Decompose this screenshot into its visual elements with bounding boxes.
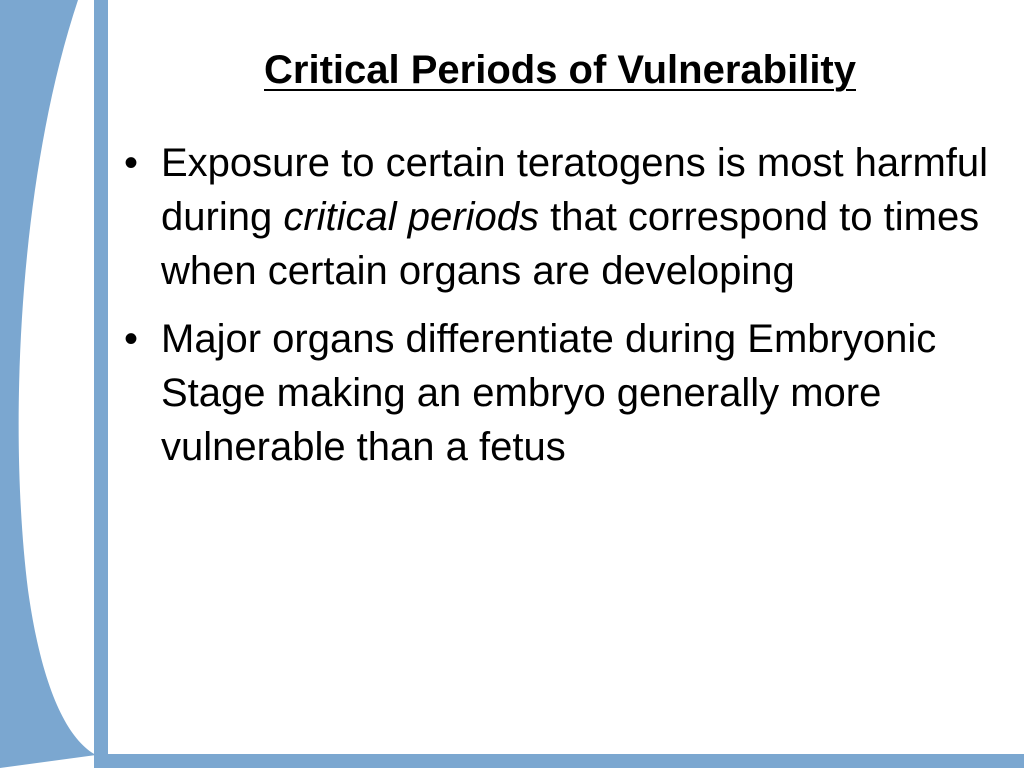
slide-title: Critical Periods of Vulnerability xyxy=(264,48,856,92)
bottom-accent-bar xyxy=(94,754,1024,768)
bullet-text-end: that correspond to times when certain organs are developing xyxy=(161,195,980,293)
bullet-marker: • xyxy=(124,317,139,361)
bullet-marker: • xyxy=(124,141,139,185)
bullet-list xyxy=(124,136,994,488)
bullet-text-emphasis: critical periods xyxy=(283,195,539,239)
vertical-accent-bar xyxy=(94,0,108,768)
bullet-text: Major organs differentiate during Embryonic Stage making an embryo generally more vulnerable than a fetus xyxy=(161,317,937,469)
bullet-item-embryonic-stage xyxy=(124,312,994,474)
bullet-text-start: Exposure to certain teratogens is most harmful during xyxy=(161,141,989,239)
left-accent-band xyxy=(0,0,96,768)
bullet-item-critical-periods xyxy=(124,136,994,298)
